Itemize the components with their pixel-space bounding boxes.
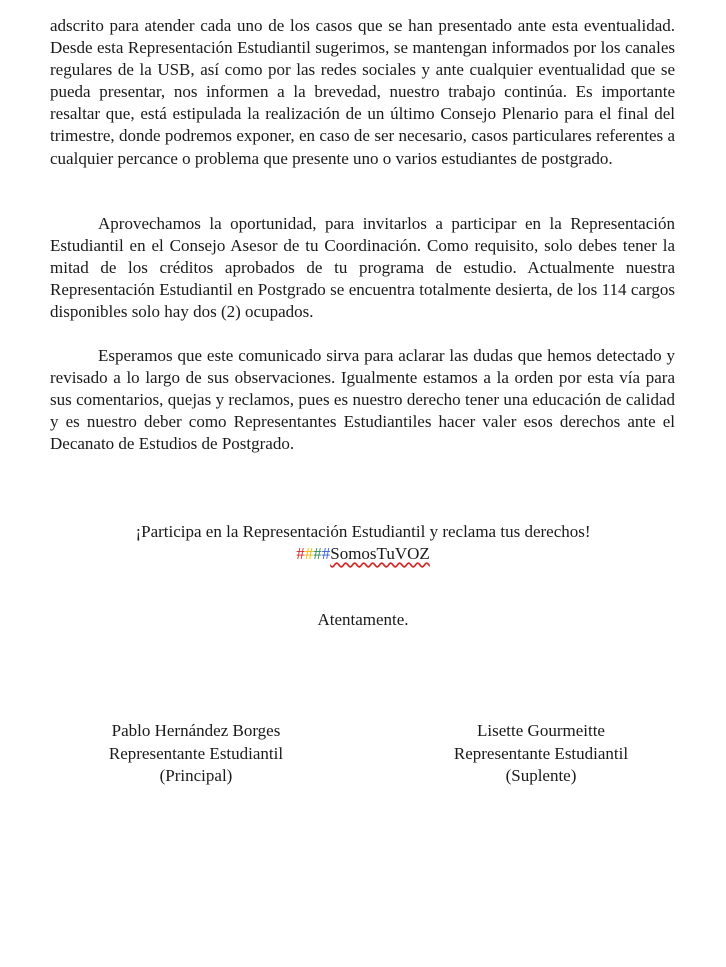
- signatory-name: Lisette Gourmeitte: [477, 721, 605, 740]
- hashtag-text: SomosTuVOZ: [330, 544, 430, 563]
- hash-symbol-green: #: [313, 544, 322, 563]
- signature-principal: [98, 720, 294, 788]
- closing: Atentamente.: [317, 610, 409, 629]
- call-to-action: ¡Participa en la Representación Estudiantil y reclama tus derechos!: [135, 522, 591, 541]
- signatory-role: Representante Estudiantil: [453, 743, 629, 763]
- paragraph-2: Aprovechamos la oportunidad, para invitarlos a participar en la Representación Estudiantil en el Consejo Asesor de tu Coordinación. Como requisito, solo debes tener la mitad de los créditos aprobados de tu programa de estudio. Actualmente nuestra Representación Estudiantil en Postgrado se encuentra totalmente desierta, de los 114 cargos disponibles solo hay dos (2) ocupados.: [50, 214, 675, 322]
- hash-symbol-red: #: [296, 544, 305, 563]
- signature-suplente: [443, 720, 639, 788]
- signatory-name: Pablo Hernández Borges: [111, 721, 281, 740]
- paragraph-1: adscrito para atender cada uno de los casos que se han presentado ante esta eventualidad. Desde esta Representación Estudiantil sugerimos, se mantengan informados por los canales regulares de la USB, así como por las redes sociales y ante cualquier eventualidad que se pueda presentar, nos informen a la brevedad, nuestro trabajo continúa. Es importante resaltar que, está estipulada la realización de un último Consejo Plenario para el final del trimestre, donde podremos exponer, en caso de ser necesario, casos particulares referentes a cualquier percance o problema que presente uno o varios estudiantes de postgrado.: [50, 16, 675, 168]
- hash-symbol-yellow: #: [304, 544, 314, 563]
- paragraph-3: Esperamos que este comunicado sirva para aclarar las dudas que hemos detectado y revisado a lo largo de sus observaciones. Igualmente estamos a la orden por esta vía para sus comentarios, quejas y reclamos, pues es nuestro derecho tener una educación de calidad y es nuestro deber como Representantes Estudiantiles hacer valer esos derechos ante el Decanato de Estudios de Postgrado.: [50, 346, 675, 454]
- hashtag: [0, 543, 726, 565]
- hashtag-symbols: [296, 544, 330, 563]
- signatory-position: (Principal): [159, 766, 233, 785]
- hash-symbol-blue: #: [321, 544, 331, 563]
- signatory-position: (Suplente): [505, 766, 577, 785]
- signatory-role: Representante Estudiantil: [108, 743, 284, 763]
